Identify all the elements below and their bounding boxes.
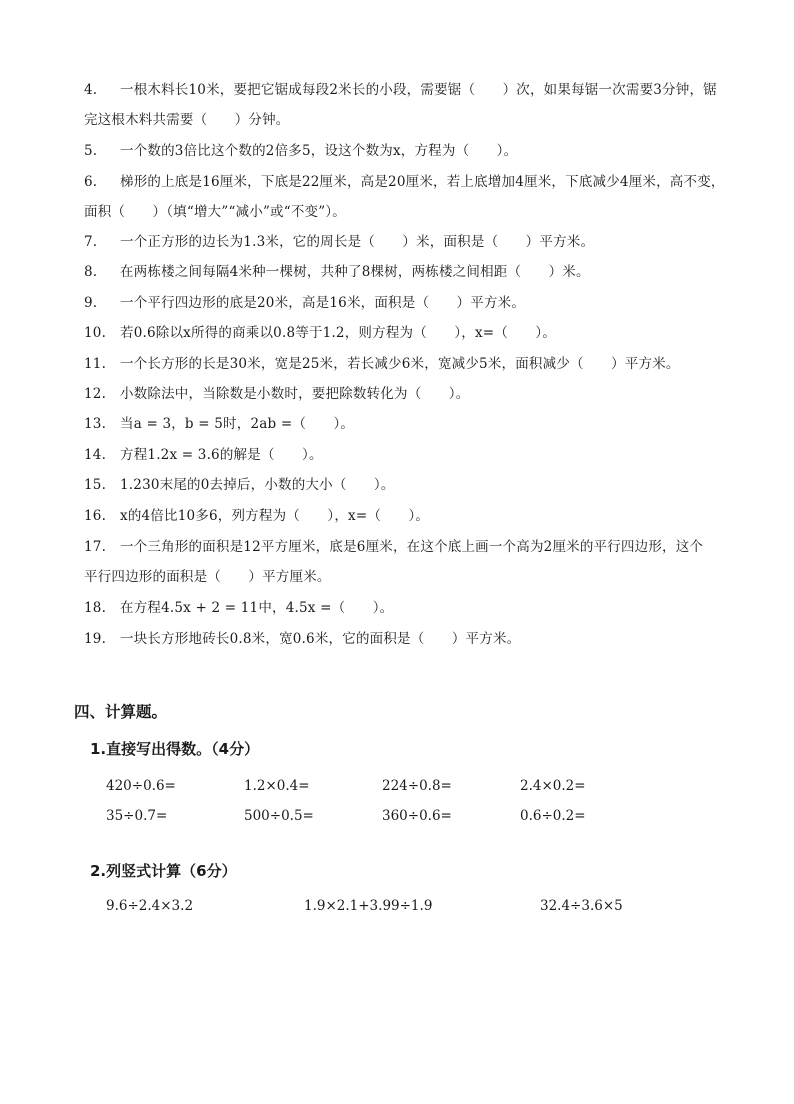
question-text: 一个正方形的边长为1.3米，它的周长是（ ）米，面积是（ ）平方米。 [120,234,595,250]
calc-item: 2.4×0.2= [520,778,586,794]
question-4-continued [84,105,774,135]
calc-item: 1.2×0.4= [244,778,310,794]
question-9 [84,288,774,318]
question-text: 平行四边形的面积是（ ）平方厘米。 [84,569,331,585]
question-number: 18. [84,600,107,616]
question-5 [84,136,774,166]
question-text: 方程1.2x = 3.6的解是（ ）。 [120,447,323,463]
question-text: 一根木料长10米，要把它锯成每段2米长的小段，需要锯（ ）次，如果每锯一次需要3分钟，锯 [120,82,717,98]
vertical-calc-item: 1.9×2.1+3.99÷1.9 [304,898,433,914]
question-number: 12. [84,386,107,402]
question-text: 若0.6除以x所得的商乘以0.8等于1.2，则方程为（ ），x=（ ）。 [120,325,557,341]
question-number: 4. [84,82,98,98]
question-text: 一个三角形的面积是12平方厘米，底是6厘米，在这个底上画一个高为2厘米的平行四边形，这个 [120,539,704,555]
question-number: 7. [84,234,98,250]
calc-item: 0.6÷0.2= [520,808,586,824]
question-number: 6. [84,174,98,190]
question-16 [84,501,774,531]
question-text: 一个数的3倍比这个数的2倍多5，设这个数为x，方程为（ ）。 [120,143,518,159]
calc-item: 360÷0.6= [382,808,452,824]
question-number: 5. [84,143,98,159]
question-text: 当a = 3，b = 5时，2ab =（ ）。 [120,416,355,432]
question-17 [84,532,774,562]
question-13 [84,409,774,439]
question-6 [84,167,774,197]
question-text: 1.230末尾的0去掉后，小数的大小（ ）。 [120,477,395,493]
question-text: 面积（ ）（填“增大”“减小”或“不变”）。 [84,204,347,220]
calc-item: 224÷0.8= [382,778,452,794]
vertical-calc-item: 32.4÷3.6×5 [540,898,623,914]
question-number: 14. [84,447,107,463]
question-number: 15. [84,477,107,493]
question-text: 一个平行四边形的底是20米，高是16米，面积是（ ）平方米。 [120,295,526,311]
question-text: 一个长方形的长是30米，宽是25米，若长减少6米，宽减少5米，面积减少（ ）平方米。 [120,356,680,372]
calc-item: 500÷0.5= [244,808,314,824]
question-6-continued [84,197,774,227]
question-15 [84,470,774,500]
question-text: 小数除法中，当除数是小数时，要把除数转化为（ ）。 [120,386,470,402]
question-17-continued [84,562,774,592]
question-text: 一块长方形地砖长0.8米，宽0.6米，它的面积是（ ）平方米。 [120,631,521,647]
question-11 [84,349,774,379]
question-7 [84,227,774,257]
question-text: 在两栋楼之间每隔4米种一棵树，共种了8棵树，两栋楼之间相距（ ）米。 [120,264,590,280]
subsection-title-vertical-calc: 2.列竖式计算（6分） [90,862,237,880]
question-number: 10. [84,325,107,341]
vertical-calc-item: 9.6÷2.4×3.2 [106,898,194,914]
question-4 [84,75,774,105]
question-number: 9. [84,295,98,311]
question-8 [84,257,774,287]
calc-item: 35÷0.7= [106,808,168,824]
question-number: 17. [84,539,107,555]
calc-item: 420÷0.6= [106,778,176,794]
section-title: 四、计算题。 [74,703,168,721]
question-number: 13. [84,416,107,432]
question-number: 19. [84,631,107,647]
question-number: 16. [84,508,107,524]
question-text: 梯形的上底是16厘米，下底是22厘米，高是20厘米，若上底增加4厘米，下底减少4厘米，高不变， [120,174,725,190]
subsection-title-direct-answers: 1.直接写出得数。（4分） [90,740,260,758]
question-text: 在方程4.5x + 2 = 11中，4.5x =（ ）。 [120,600,394,616]
question-14 [84,440,774,470]
question-text: 完这根木料共需要（ ）分钟。 [84,112,290,128]
question-18 [84,593,774,623]
question-number: 11. [84,356,107,372]
question-text: x的4倍比10多6，列方程为（ ），x=（ ）。 [120,508,430,524]
question-12 [84,379,774,409]
question-10 [84,318,774,348]
question-19 [84,624,774,654]
question-number: 8. [84,264,98,280]
